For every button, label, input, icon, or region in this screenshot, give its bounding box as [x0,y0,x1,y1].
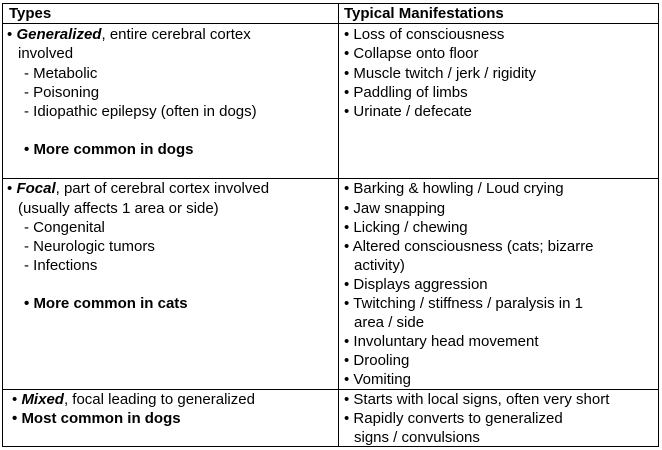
generalized-sign-2: • Collapse onto floor [344,45,479,62]
generalized-desc-line: involved [18,45,74,62]
generalized-prevalence: • More common in dogs [24,141,194,158]
focal-cause-congenital: - Congenital [24,219,105,236]
focal-cause-tumors: - Neurologic tumors [24,238,155,255]
header-types: Types [9,5,52,22]
generalized-sign-3: • Muscle twitch / jerk / rigidity [344,65,536,82]
mixed-prevalence: • Most common in dogs [12,410,181,427]
seizure-types-table [2,3,659,447]
focal-sign-4-cont: activity) [354,257,405,274]
focal-sign-1: • Barking & howling / Loud crying [344,180,564,197]
mixed-sign-2-cont: signs / convulsions [354,429,480,446]
mixed-sign-1: • Starts with local signs, often very short [344,391,610,408]
focal-sign-5: • Displays aggression [344,276,488,293]
focal-sign-6-cont: area / side [354,314,425,331]
focal-desc-line: (usually affects 1 area or side) [18,200,219,217]
focal-prevalence: • More common in cats [24,295,188,312]
generalized-cause-metabolic: - Metabolic [24,65,98,82]
generalized-label: Generalized [16,26,102,43]
column-divider [338,4,339,446]
header-manifestations: Typical Manifestations [344,5,504,22]
focal-sign-3: • Licking / chewing [344,219,468,236]
mixed-sign-2: • Rapidly converts to generalized [344,410,563,427]
generalized-cause-idiopathic: - Idiopathic epilepsy (often in dogs) [24,103,257,120]
focal-sign-4: • Altered consciousness (cats; bizarre [344,238,594,255]
generalized-sign-1: • Loss of consciousness [344,26,505,43]
mixed-title-line: • Mixed, focal leading to generalized [12,391,255,408]
focal-label: Focal [16,180,56,197]
mixed-label: Mixed [21,391,64,408]
focal-title-line: • Focal, part of cerebral cortex involved [7,180,270,197]
focal-cause-infections: - Infections [24,257,98,274]
generalized-sign-5: • Urinate / defecate [344,103,472,120]
focal-sign-2: • Jaw snapping [344,200,446,217]
generalized-sign-4: • Paddling of limbs [344,84,468,101]
focal-sign-8: • Drooling [344,352,410,369]
header-row-divider [3,23,658,24]
generalized-title-line: • Generalized, entire cerebral cortex [7,26,251,43]
focal-sign-6: • Twitching / stiffness / paralysis in 1 [344,295,583,312]
focal-sign-7: • Involuntary head movement [344,333,539,350]
generalized-cause-poisoning: - Poisoning [24,84,100,101]
focal-sign-9: • Vomiting [344,371,411,388]
